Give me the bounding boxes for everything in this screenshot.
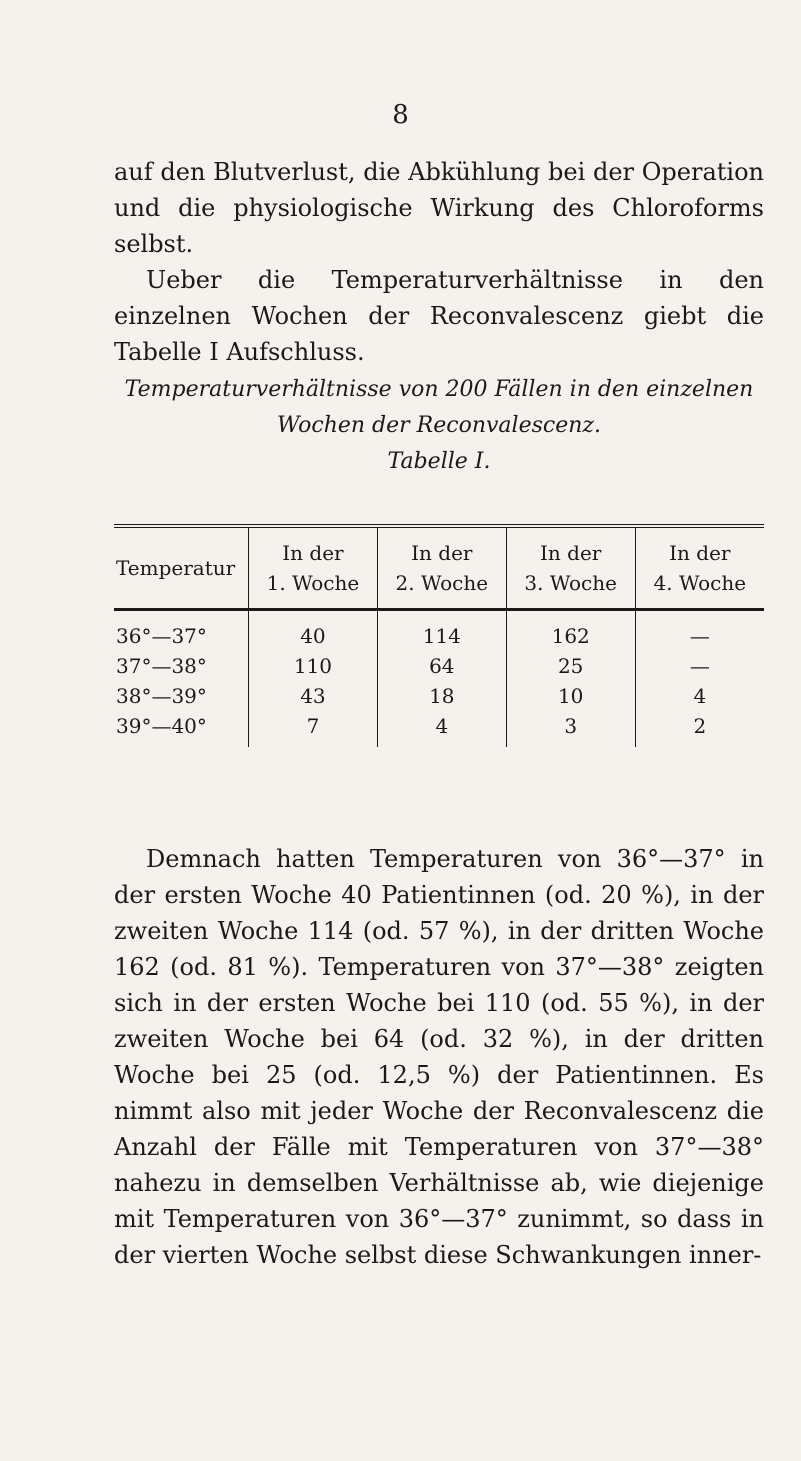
table-cell: 39°—40° [116,714,207,738]
header-week-1 [249,526,378,610]
table-cell: 3 [506,711,635,747]
table-row [114,681,764,711]
header-text: 2. Woche [395,571,489,595]
paragraph-1: auf den Blutverlust, die Abkühlung bei der Operation und die physiologische Wirkung des Chloroforms selbst. [114,158,764,258]
table-cell: 18 [377,681,506,711]
header-text: In der [411,541,473,565]
header-text: 1. Woche [266,571,360,595]
header-week-4 [635,526,764,610]
table-cell: 162 [506,610,635,652]
header-week-2 [377,526,506,610]
header-temperatur [114,526,249,610]
table-cell: 43 [249,681,378,711]
header-text: In der [669,541,731,565]
table-header-row [114,526,764,610]
table-cell: 2 [635,711,764,747]
table-cell: 4 [635,681,764,711]
header-text: Temperatur [116,556,236,580]
table-caption-line-2: Wochen der Reconvalescenz. [277,413,601,438]
table-row [114,651,764,681]
table-cell: 37°—38° [116,654,207,678]
paragraph-2: Ueber die Temperaturverhältnisse in den einzelnen Wochen der Reconvalescenz giebt die Tabelle I Aufschluss. [114,266,764,366]
header-text: 4. Woche [653,571,747,595]
table-caption-line-1: Temperaturverhältnisse von 200 Fällen in den einzelnen [124,377,754,402]
table-caption-line-3: Tabelle I. [387,449,491,474]
table-cell: — [635,610,764,652]
table-cell: 40 [249,610,378,652]
table-cell: 114 [377,610,506,652]
table-cell: — [635,651,764,681]
table-cell: 64 [377,651,506,681]
table-row [114,610,764,652]
table-cell: 36°—37° [116,624,207,648]
table-row [114,711,764,747]
table-cell: 38°—39° [116,684,207,708]
table-cell: 25 [506,651,635,681]
header-week-3 [506,526,635,610]
table-cell: 110 [249,651,378,681]
temperature-table [114,524,764,747]
table-cell: 10 [506,681,635,711]
header-text: In der [540,541,602,565]
table-cell: 7 [249,711,378,747]
header-text: 3. Woche [524,571,617,595]
table-cell: 4 [377,711,506,747]
page-number: 8 [392,100,409,130]
header-text: In der [282,541,344,565]
paragraph-3: Demnach hatten Temperaturen von 36°—37° in der ersten Woche 40 Patientinnen (od. 20 %), in der zweiten Woche 114 (od. 57 %), in der dritten Woche 162 (od. 81 %). Temperaturen von 37°—38° zeigten sich in der ersten Woche bei 110 (od. 55 %), in der zweiten Woche bei 64 (od. 32 %), in der dritten Woche bei 25 (od. 12,5 %) der Patientinnen. Es nimmt also mit jeder Woche der Reconvalescenz die Anzahl der Fälle mit Temperaturen von 37°—38° nahezu in demselben Verhältnisse ab, wie diejenige mit Temperaturen von 36°—37° zunimmt, so dass in der vierten Woche selbst diese Schwankungen inner- [114,845,764,1269]
